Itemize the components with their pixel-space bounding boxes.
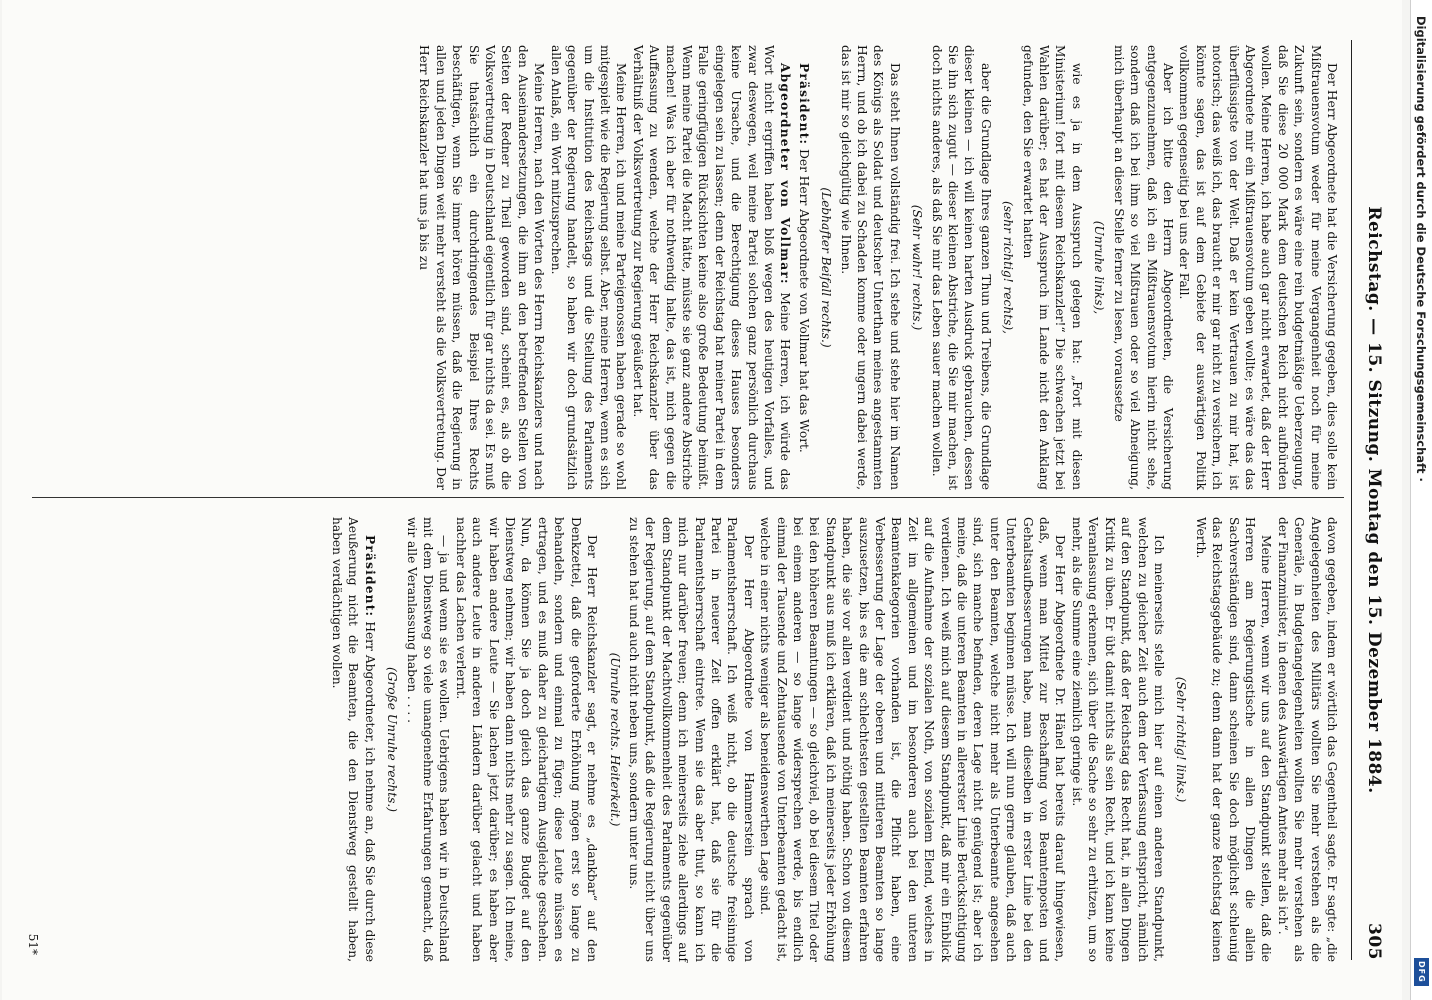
header-rule	[1351, 40, 1352, 960]
interjection: (Sehr richtig! links.)	[1174, 676, 1189, 803]
dfg-logo: DFG	[1414, 958, 1429, 986]
page-footnote-signature: 51*	[26, 933, 40, 955]
speech-text: Herr Abgeordneter, ich nehme an, daß Sie durch diese Aeußerung nicht die Beamten, die den Dienstweg gestellt haben, haben verdächtigen wollen.	[330, 517, 377, 962]
paragraph: Meine Herren, wenn wir uns auf den Standpunkt stellen, daß die Herren am Regierungstische in allen Dingen die allein Sachverständigen sind, dann scheinen Sie doch möglichst schleunig das Reichstagsgebäude zu; denn dann hat der ganze Reichstag keinen Werth.	[1193, 517, 1274, 962]
interjection: (sehr richtig! rechts),	[1001, 200, 1016, 335]
speech-text: Der Herr Abgeordnete von Vollmar hat das Wort.	[796, 149, 811, 453]
paragraph: — ja und wenn sie es wollen. Uebrigens haben wir in Deutschland mit dem Dienstweg so viele unangenehme Erfahrungen gemacht, daß wir alle Veranlassung haben . . . .	[404, 517, 452, 962]
column-divider	[32, 497, 1344, 498]
speaker-name: Präsident:	[796, 63, 811, 146]
digitization-strip	[1410, 0, 1432, 1000]
paragraph: Der Herr Abgeordnete von Hammerstein sprach von Parlamentsherrschaft. Ich weiß nicht, ob die deutsche freisinnige Partei in neuerer Zeit offen erklärt hat, daß sie für die Parlamentsherrschaft eintrete. Wenn sie das aber thut, so kann ich mich nur darüber freuen; denn ich meinerseits ziehe allerdings auf dem Standpunkt der Machtvollkommenheit des Parlaments gegenüber der Regierung, auf dem Standpunkt, daß die Regierung nicht über uns zu stehen hat und auch nicht neben uns, sondern unter uns.	[626, 517, 756, 962]
speaker-paragraph	[795, 45, 811, 490]
interjection: (Sehr wahr! rechts.)	[910, 204, 925, 331]
speech-text: Meine Herren, ich würde das Wort nicht ergriffen haben bloß wegen des heutigen Vorfalles, und zwar deswegen, weil meine Partei solchen ganz persönlich durchaus keine Ursache, und die Berechtigung dieses Hauses besonders eingelegen sein zu lassen; denn der Reichstag hat meiner Partei in dem Falle geringfügigen Rücksichten keine also große Bedeutung beimißt. Wenn meine Partei die Macht hätte, müsste sie ganz andere Abstriche machen! Was ich aber für nothwendig halte, das ist, mich gegen die Auffassung zu wenden, welche der Herr Reichskanzler über das Verhältniß der Volksvertretung zur Regierung geäußert hat.	[630, 45, 793, 490]
paragraph: Aber ich bitte den Herrn Abgeordneten, die Versicherung entgegenzunehmen, daß ich ein Mißtrauensvotum hierin nicht sehe, sondern daß ich bei ihm so viel Mißtrauen oder so viel Abneigung, mich überhaupt an dieser Stelle ferner zu lesen, voraussetze	[1111, 45, 1175, 490]
interjection: (Große Unruhe rechts.)	[385, 666, 400, 813]
interjection: (Lebhafter Beifall rechts.)	[819, 187, 834, 348]
header-title: Reichstag. — 15. Sitzung. Montag den 15. Dezember 1884.	[1364, 206, 1384, 794]
digitization-note: Digitalisierung gefördert durch die Deutsche Forschungsgemeinschaft ·	[1414, 16, 1428, 482]
paragraph: wie es ja in dem Ausspruch gelegen hat: „Fort mit diesen Ministerium! fort mit diesem Reichskanzler!“ Die schwachen jetzt bei Wahlen darüber; es hat der Ausspruch im Lande nicht den Anklang gefunden, den Sie erwartet hatten	[1020, 45, 1084, 490]
page-header	[1358, 40, 1384, 960]
paragraph: aber die Grundlage Ihres ganzen Thun und Treibens, die Grundlage dieser kleinen — ich will keinen harten Ausdruck gebrauchen, dessen Sie ihn sich zugut — dieser kleinen Abstriche, die Sie mir machen, ist doch nichts anderes, als daß Sie mir das Leben sauer machen wollen.	[929, 45, 993, 490]
speaker-name: Abgeordneter von Vollmar:	[778, 63, 793, 285]
speaker-paragraph	[329, 517, 378, 962]
paragraph: Meine Herren, ich und meine Parteigenossen haben gerade so wohl mitgespielt wie die Regierung selbst. Aber, meine Herren, wenn es sich um die Institution des Reichstags und die Stellung des Parlaments gegenüber der Regierung handelt, so haben wir doch grundsätzlich allen Anlaß, ein Wort mitzusprechen.	[548, 45, 629, 490]
paragraph: Ich meinerseits stelle mich hier auf einen anderen Standpunkt, welchen zu gleicher Zeit auch dem der Verfassung entspricht, nämlich auf den Standpunkt, daß der Reichstag das Recht hat, in allen Dingen Kritik zu üben. Er übt damit nichts als sein Recht, und ich kann keine Veranlassung erkennen, sich über die Sache so sehr zu erhitzen, um so mehr, als die Summe eine ziemlich geringe ist.	[1069, 517, 1166, 962]
paragraph: davon gegeben, indem er wörtlich das Gegentheil sagte. Er sagte: „die Angelegenheiten des Militärs wollten Sie mehr verstehen als die Generäle, in Budgetangelegenheiten wollten Sie mehr verstehen als der Finanzminister, in denen des Auswärtigen Amtes mehr als ich“.	[1275, 517, 1339, 962]
page-number: 305	[1364, 923, 1384, 960]
left-column	[416, 45, 1340, 490]
document-page	[2, 0, 1402, 1000]
paragraph: Der Herr Reichskanzler sagt, er nehme es „dankbar“ auf den Denkzettel, daß die geforderte Erhöhung mögen erst so lange zu behandeln, sondern und einmal zu fügen; diese Leute müssen es ertragen, und es muß daher zu gleichartigem Ausgleiche geschehen. Nun, da können Sie ja doch gleich das ganze Budget auf den Dienstweg nehmen; wir haben dann nichts mehr zu sagen. Ich meine, wir haben andere Leute — Sie lachen jetzt darüber; es haben aber auch andere Leute in anderen Ländern darüber gelacht und haben nachher das Lachen verlernt.	[453, 517, 600, 962]
paragraph: Der Herr Abgeordnete hat die Versicherung gegeben, dies solle kein Mißtrauensvotum weder für meine Vergangenheit noch für meine Zukunft sein, sondern es wäre eine rein budgetmäßige Ueberzeugung, daß Sie diese 20 000 Mark dem deutschen Reich nicht aufbürden wollen. Meine Herren, ich habe auch gar nicht erwartet, daß der Herr Abgeordnete mir ein Mißtrauensvotum geben wollte; es wäre das das überflüssigste von der Welt. Daß er kein Vertrauen zu mir hat, ist notorisch; das weiß ich, das braucht er mir gar nicht zu versichern, ich könnte sagen, das ist auf dem Gebiete der auswärtigen Politik vollkommen gegenseitig bei uns der Fall.	[1177, 45, 1339, 490]
paragraph: Meine Herren, nach den Worten des Herrn Reichskanzlers und nach den Auseinandersetzungen, die ihm an den betreffenden Stellen von Seiten der Redner zu Theil geworden sind, scheint es, als ob die Volksvertretung in Deutschland eigentlich für gar nichts da sei. Es muß Sie thatsächlich ein durchdringendes Beispiel Ihres Rechts beschäftigen, wenn Sie immer hören müssen, daß die Regierung in allen und jeden Dingen weit mehr versteht als die Volksvertretung. Der Herr Reichskanzler hat uns ja bis zu	[417, 45, 547, 490]
right-column	[329, 517, 1340, 962]
interjection: (Unruhe links),	[1092, 220, 1107, 315]
speaker-name: Präsident:	[362, 535, 377, 618]
speaker-paragraph	[629, 45, 793, 490]
interjection: (Unruhe rechts. Heiterkeit.)	[607, 652, 622, 827]
paragraph: Das steht Ihnen vollständig frei. Ich stehe und stehe hier im Namen des Königs als Soldat und deutscher Unterthan meines angestammten Herrn, und ob ich dabei zu Schaden komme oder ungern dabei werde, das ist mir so gleichgültig wie Ihnen.	[838, 45, 902, 490]
paragraph: Der Herr Abgeordnete Dr. Hänel hat bereits darauf hingewiesen, daß, wenn man Mittel zur Beschaffung von Beamtenposten und Gehaltsaufbesserungen habe, man dieselben in erster Linie bei den Unterbeamten beginnen müsse. Ich will nun gerne glauben, daß auch unter den Beamten, welche nicht mehr als Unterbeamte angesehen sind, sich manche befinden, deren Lage nicht genügend ist; aber ich meine, daß die unteren Beamten in allererster Linie Berücksichtigung verdienen. Ich weiß mich auf diesem Standpunkt, daß mir ein Einblick auf die Aufnahme der sozialen Noth, von sozialem Elend, welches in Zeit im allgemeinen und im besonderen auch bei den unteren Beamtenkategorien vorhanden ist, die Pflicht haben, eine Verbesserung der Lage der oberen und mittleren Beamten so lange auszusetzen, bis es die am schlechtesten gestellten Beamten erfahren haben, die sie vor allen verdient und nöthig haben. Schon von diesem Standpunkt aus muß ich erklären, daß ich meinerseits jeder Erhöhung bei den höheren Beamtungen — so gleichviel, ob bei diesem Titel oder bei einem anderen — so lange widersprechen werde, bis endlich einmal der Tausende und Zehntausende von Unterbeamten gedacht ist, welche in einer nichts weniger als beneidenswerthen Lage sind.	[758, 517, 1068, 962]
